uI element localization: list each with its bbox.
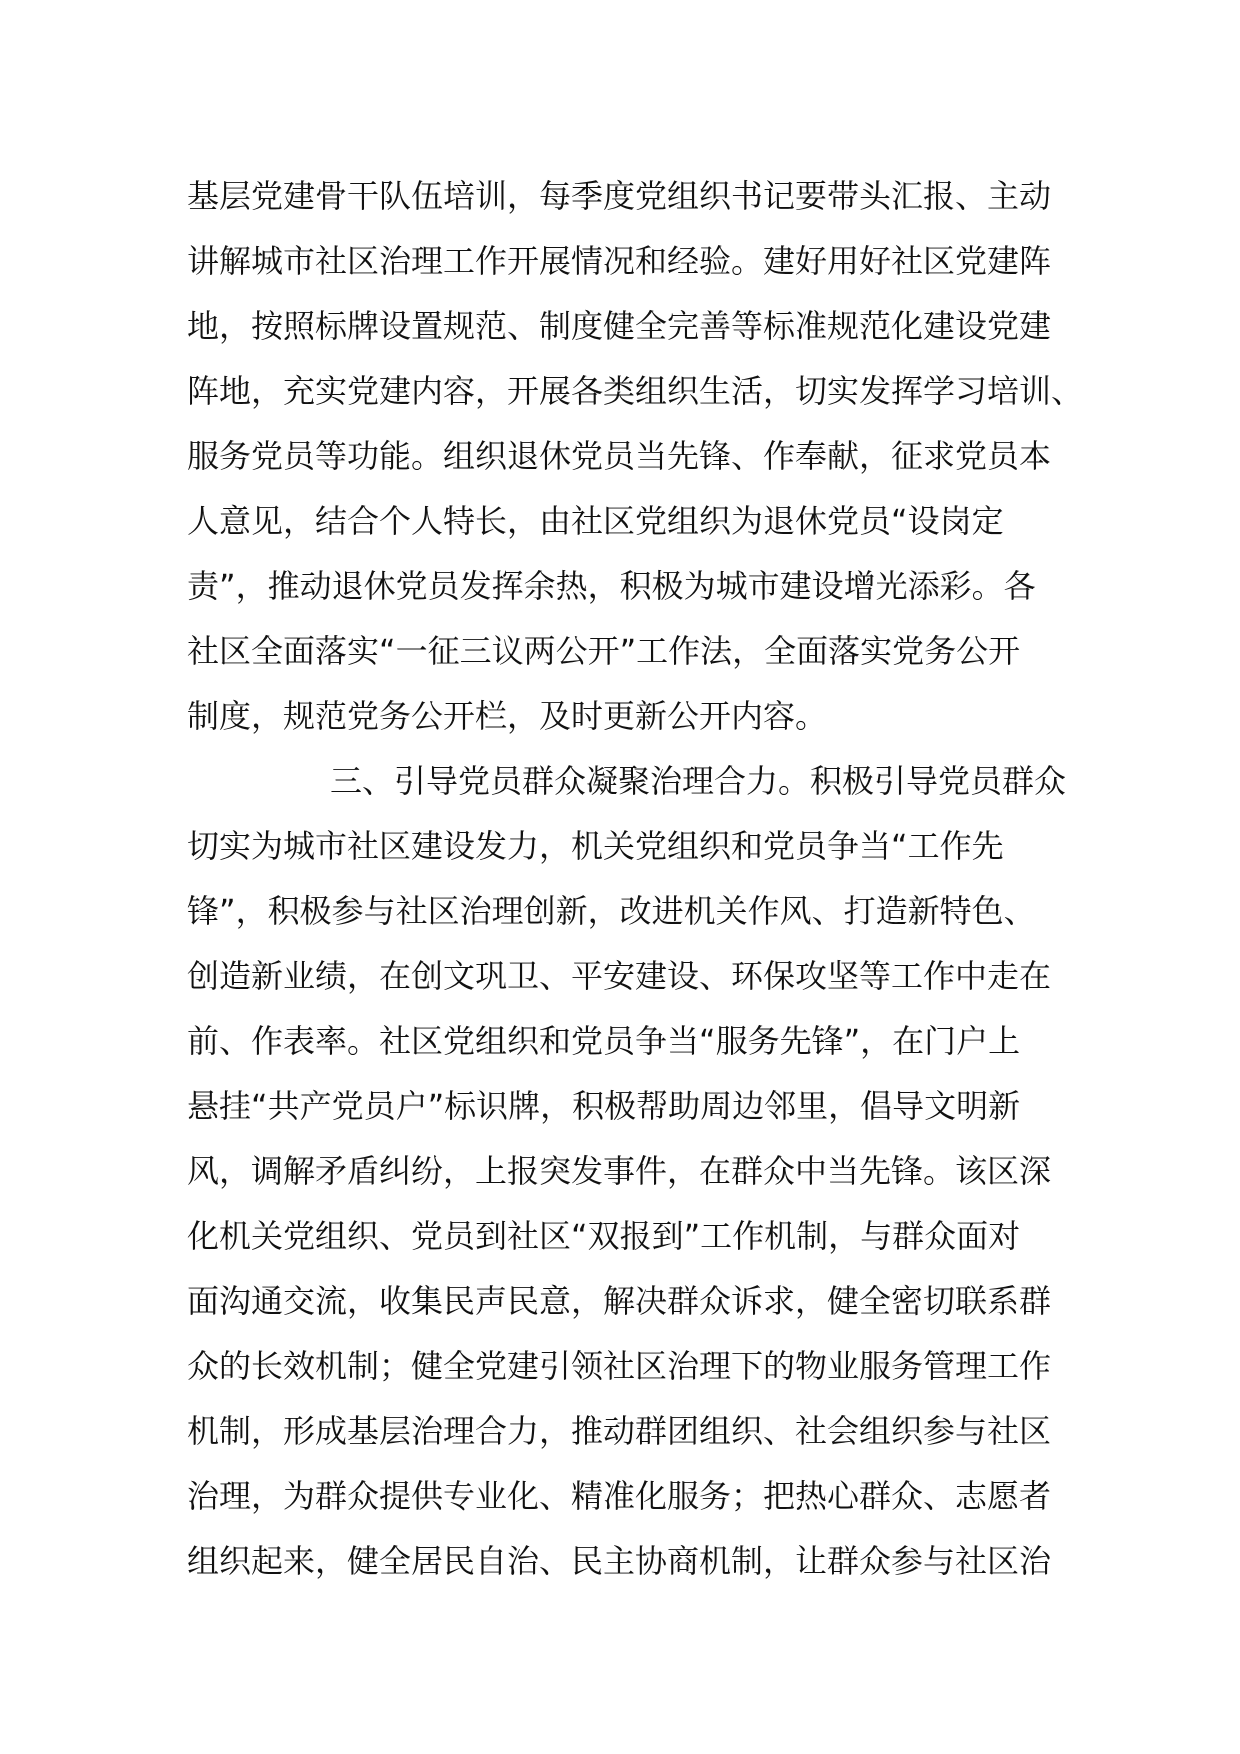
section-heading-line: 三、引导党员群众凝聚治理合力。积极引导党员群众 <box>330 762 1067 800</box>
text-line: 责”，推动退休党员发挥余热，积极为城市建设增光添彩。各 <box>187 567 1036 605</box>
text-line: 切实为城市社区建设发力，机关党组织和党员争当“工作先 <box>187 827 1004 865</box>
text-line: 服务党员等功能。组织退休党员当先锋、作奉献，征求党员本 <box>187 437 1052 475</box>
text-line: 机制，形成基层治理合力，推动群团组织、社会组织参与社区 <box>187 1412 1052 1450</box>
text-line: 阵地，充实党建内容，开展各类组织生活，切实发挥学习培训、 <box>187 372 1084 410</box>
text-line: 社区全面落实“一征三议两公开”工作法，全面落实党务公开 <box>187 632 1021 670</box>
text-line: 风，调解矛盾纠纷，上报突发事件，在群众中当先锋。该区深 <box>187 1152 1052 1190</box>
text-line: 治理，为群众提供专业化、精准化服务；把热心群众、志愿者 <box>187 1477 1052 1515</box>
text-line: 面沟通交流，收集民声民意，解决群众诉求，健全密切联系群 <box>187 1282 1052 1320</box>
text-line: 基层党建骨干队伍培训，每季度党组织书记要带头汇报、主动 <box>187 177 1052 215</box>
text-line: 化机关党组织、党员到社区“双报到”工作机制，与群众面对 <box>187 1217 1021 1255</box>
text-line: 众的长效机制；健全党建引领社区治理下的物业服务管理工作 <box>187 1347 1052 1385</box>
text-line: 地，按照标牌设置规范、制度健全完善等标准规范化建设党建 <box>187 307 1052 345</box>
text-line: 制度，规范党务公开栏，及时更新公开内容。 <box>187 697 828 735</box>
text-line: 创造新业绩，在创文巩卫、平安建设、环保攻坚等工作中走在 <box>187 957 1052 995</box>
text-line: 组织起来，健全居民自治、民主协商机制，让群众参与社区治 <box>187 1542 1052 1580</box>
text-line: 人意见，结合个人特长，由社区党组织为退休党员“设岗定 <box>187 502 1004 540</box>
text-line: 悬挂“共产党员户”标识牌，积极帮助周边邻里，倡导文明新 <box>187 1087 1021 1125</box>
text-line: 前、作表率。社区党组织和党员争当“服务先锋”，在门户上 <box>187 1022 1021 1060</box>
body-text <box>187 164 1087 1594</box>
text-line: 讲解城市社区治理工作开展情况和经验。建好用好社区党建阵 <box>187 242 1052 280</box>
text-line: 锋”，积极参与社区治理创新，改进机关作风、打造新特色、 <box>187 892 1036 930</box>
